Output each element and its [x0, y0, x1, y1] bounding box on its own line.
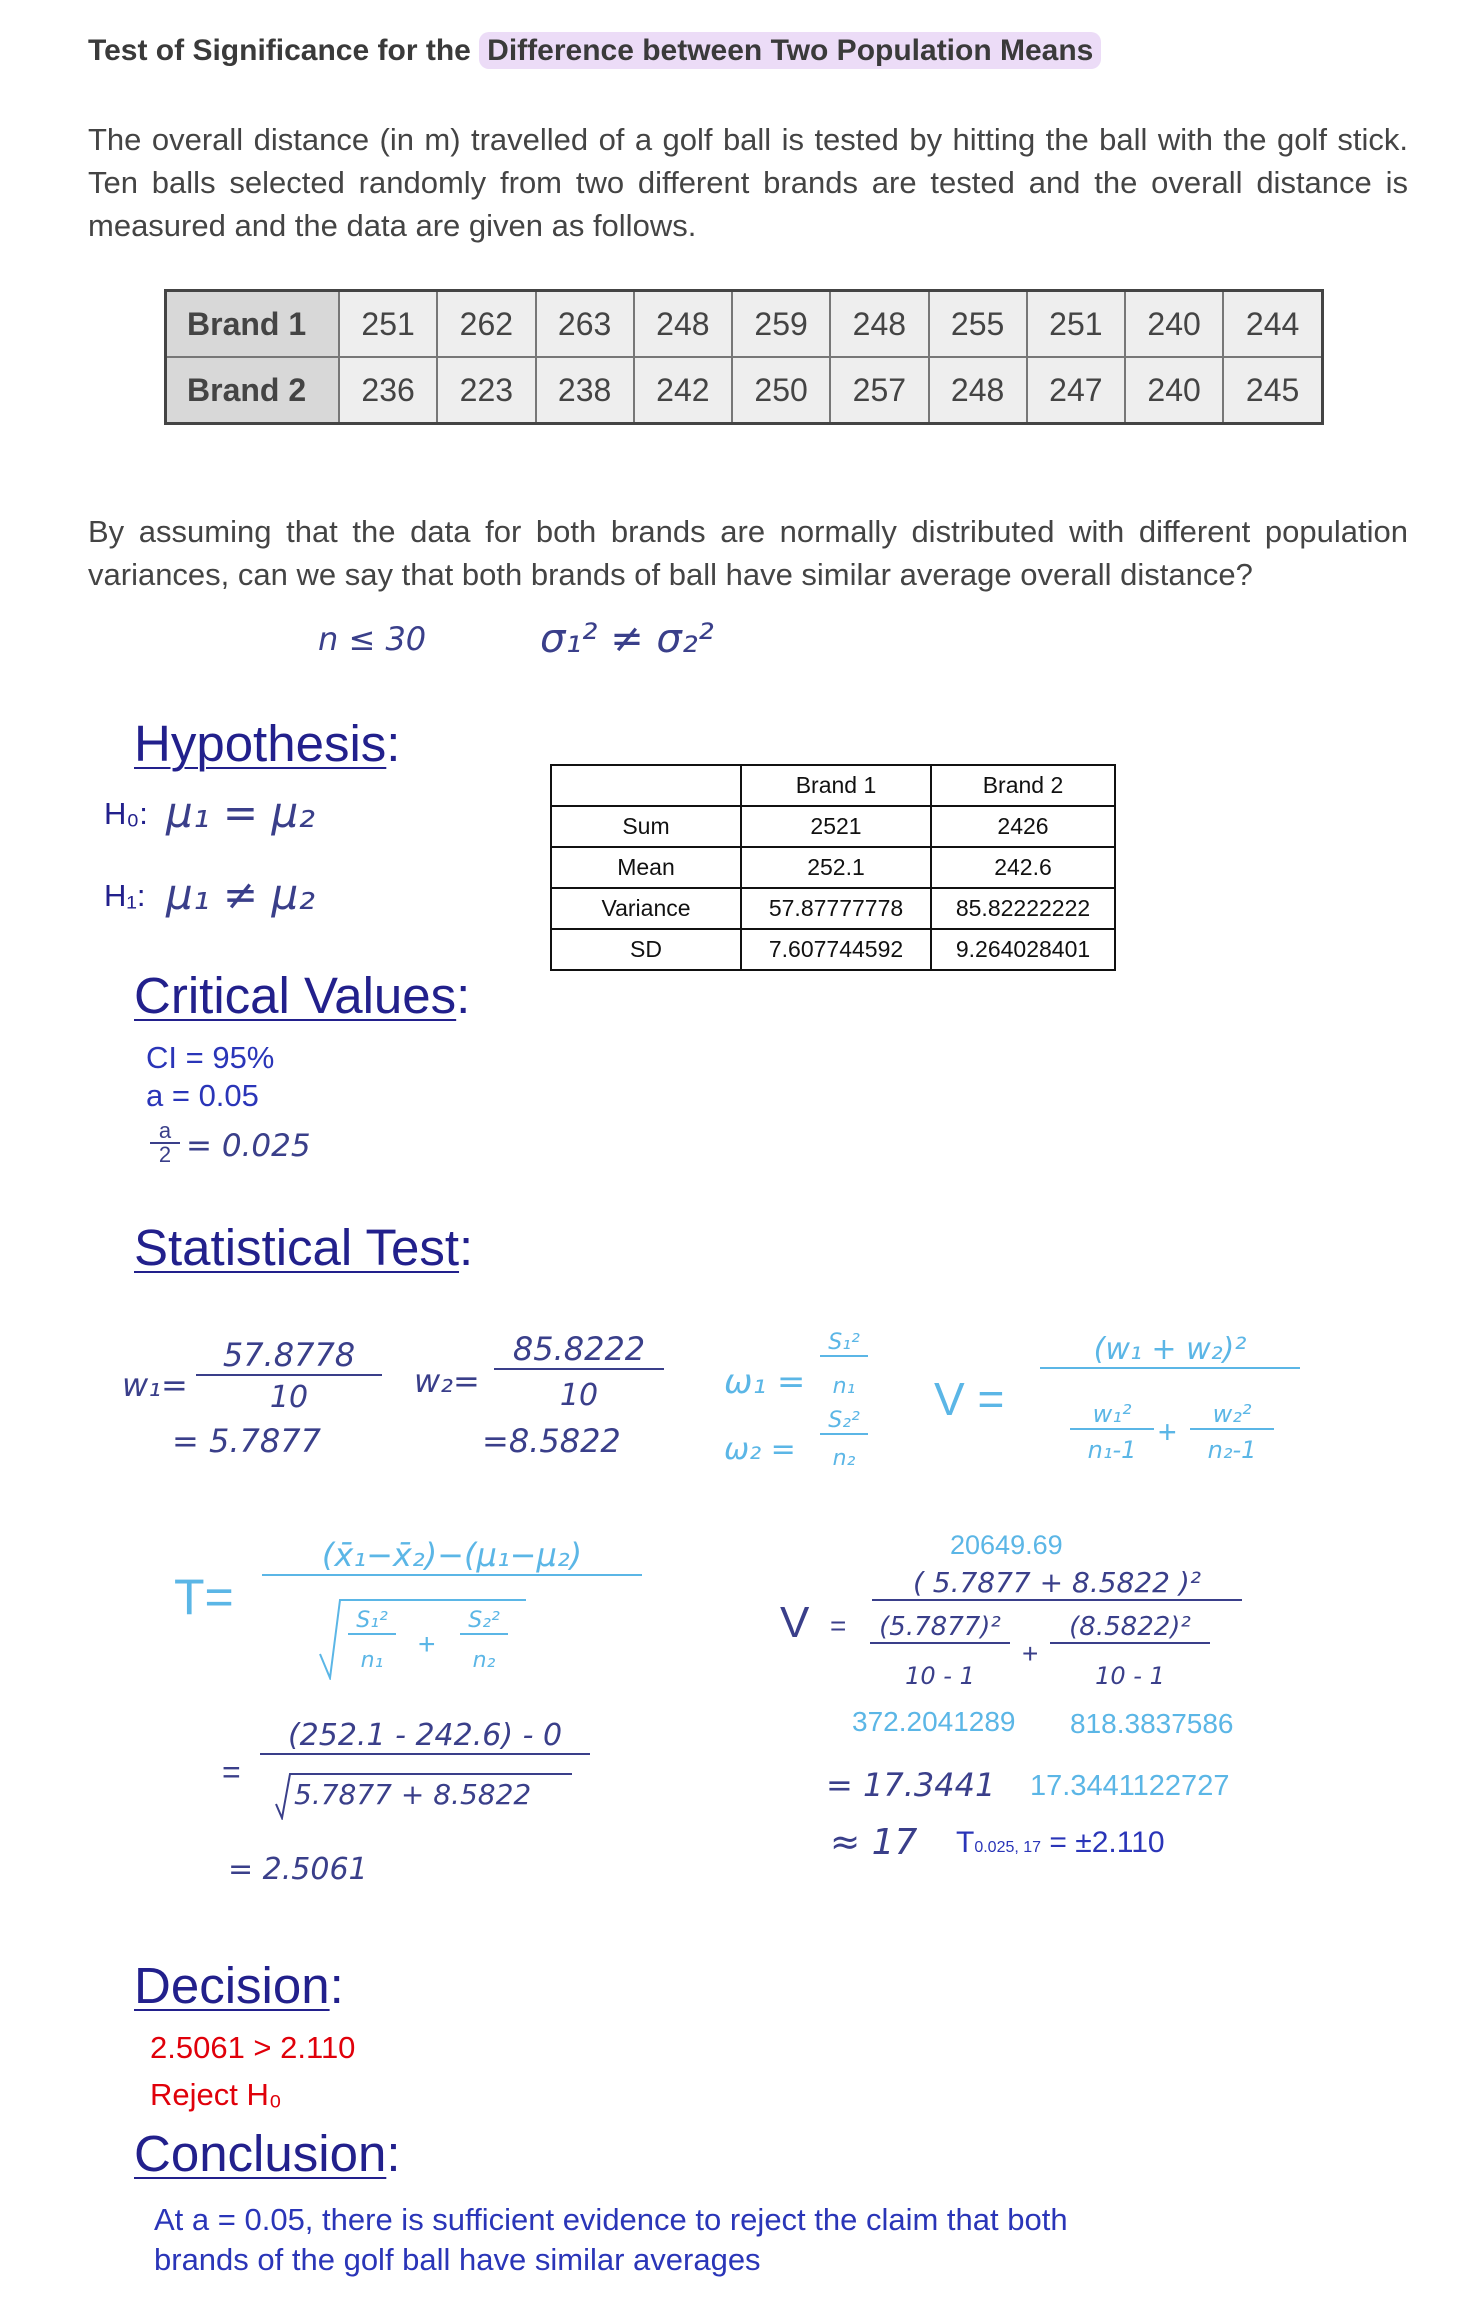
- page-title: [88, 34, 1101, 68]
- v-calc-d1-num: (5.7877)²: [870, 1612, 1010, 1644]
- table-cell: 236: [339, 357, 437, 424]
- v-calc-numerator: ( 5.7877 + 8.5822 )²: [872, 1566, 1242, 1601]
- table-cell: 247: [1027, 357, 1125, 424]
- sample-size-note: n ≤ 30: [318, 620, 427, 658]
- v-calc-d1-den: 10 - 1: [905, 1662, 975, 1690]
- table-cell: 85.82222222: [931, 888, 1115, 929]
- table-header: Brand 2: [931, 765, 1115, 806]
- decision-comparison: 2.5061 > 2.110: [150, 2030, 356, 2065]
- t-sub-numerator: (252.1 - 242.6) - 0: [260, 1718, 590, 1755]
- table-row: [166, 291, 1323, 358]
- conclusion-heading: Conclusion:: [134, 2125, 401, 2182]
- v-calc-plus: +: [1022, 1638, 1039, 1669]
- t-formula-plus: +: [418, 1628, 436, 1661]
- critical-values-heading: Critical Values:: [134, 967, 471, 1024]
- table-cell: 244: [1223, 291, 1322, 358]
- v-calc-value1: 372.2041289: [852, 1706, 1016, 1737]
- w1-numerator: 57.8778: [196, 1336, 382, 1376]
- brand-data-table: [164, 289, 1324, 425]
- statistical-test-heading: Statistical Test:: [134, 1219, 474, 1276]
- v-formula-den1-num: w₁²: [1070, 1400, 1154, 1430]
- v-calc-label: V: [780, 1598, 810, 1647]
- hypothesis-heading: Hypothesis:: [134, 715, 401, 772]
- w2-formula-label: ω₂ =: [724, 1432, 796, 1467]
- v-calc-top-value: 20649.69: [950, 1530, 1063, 1560]
- table-cell: 259: [732, 291, 830, 358]
- row-label: Brand 2: [166, 357, 340, 424]
- v-calc-d2-den: 10 - 1: [1095, 1662, 1165, 1690]
- table-cell: 7.607744592: [741, 929, 931, 970]
- v-formula-numerator: (w₁ + w₂)²: [1040, 1332, 1300, 1369]
- table-row: [551, 806, 1115, 847]
- table-row: [551, 929, 1115, 970]
- v-calc-d2-num: (8.5822)²: [1050, 1612, 1210, 1644]
- table-cell: 2426: [931, 806, 1115, 847]
- table-cell: SD: [551, 929, 741, 970]
- t-critical-value: [956, 1826, 1165, 1860]
- v-formula-den2-den: n₂-1: [1207, 1436, 1257, 1464]
- alpha-value: a = 0.05: [146, 1078, 259, 1113]
- v-formula-den1-den: n₁-1: [1087, 1436, 1137, 1464]
- h0-label: H₀:: [104, 796, 148, 831]
- h1-statement: μ₁ ≠ μ₂: [166, 870, 316, 919]
- table-cell: Sum: [551, 806, 741, 847]
- w1-formula-den: n₁: [832, 1374, 856, 1399]
- v-formula-label: V =: [934, 1373, 1005, 1425]
- v-approx: ≈ 17: [830, 1822, 918, 1863]
- decision-result: Reject H₀: [150, 2077, 282, 2112]
- alpha-half-value: = 0.025: [186, 1128, 311, 1164]
- table-cell: 245: [1223, 357, 1322, 424]
- t-statistic-result: = 2.5061: [228, 1852, 368, 1887]
- table-header: [551, 765, 741, 806]
- w2-label: w₂=: [414, 1362, 480, 1400]
- w2-formula-num: S₂²: [820, 1408, 868, 1435]
- t-formula-numerator: (x̄₁−x̄₂)−(μ₁−μ₂): [262, 1536, 642, 1576]
- v-calc-exact: 17.3441122727: [1030, 1770, 1230, 1802]
- table-cell: 255: [929, 291, 1027, 358]
- table-cell: 262: [437, 291, 535, 358]
- h1-label: H₁:: [104, 878, 146, 913]
- table-cell: 251: [339, 291, 437, 358]
- w1-formula-label: ω₁ =: [724, 1362, 806, 1402]
- w2-formula-den: n₂: [832, 1446, 856, 1471]
- title-highlight: Difference between Two Population Means: [479, 32, 1101, 69]
- table-cell: 240: [1125, 357, 1223, 424]
- table-cell: 2521: [741, 806, 931, 847]
- h0-statement: μ₁ = μ₂: [166, 788, 316, 837]
- table-cell: 223: [437, 357, 535, 424]
- row-label: Brand 1: [166, 291, 340, 358]
- t-formula-n2: n₂: [472, 1648, 496, 1673]
- v-calc-result: = 17.3441: [826, 1766, 996, 1804]
- v-calc-equals: =: [830, 1610, 847, 1641]
- table-row: [166, 357, 1323, 424]
- table-cell: 251: [1027, 291, 1125, 358]
- t-sub-equals: =: [222, 1754, 241, 1790]
- t-critical-number: = ±2.110: [1049, 1826, 1165, 1859]
- table-header: Brand 1: [741, 765, 931, 806]
- t-critical-symbol: T: [956, 1826, 975, 1859]
- w1-result: = 5.7877: [172, 1422, 321, 1460]
- v-calc-value2: 818.3837586: [1070, 1708, 1234, 1739]
- v-formula-den2-num: w₂²: [1190, 1400, 1274, 1430]
- table-cell: 257: [830, 357, 928, 424]
- table-cell: Variance: [551, 888, 741, 929]
- variance-note: σ₁² ≠ σ₂²: [540, 616, 714, 662]
- table-row: [551, 765, 1115, 806]
- t-sub-denominator: 5.7877 + 8.5822: [294, 1778, 532, 1811]
- summary-statistics-table: [550, 764, 1116, 971]
- w1-denominator: 10: [269, 1380, 309, 1415]
- table-row: [551, 847, 1115, 888]
- table-cell: 263: [536, 291, 634, 358]
- w1-label: w₁=: [122, 1366, 188, 1404]
- w2-result: =8.5822: [482, 1422, 621, 1460]
- table-cell: 252.1: [741, 847, 931, 888]
- decision-heading: Decision:: [134, 1957, 344, 2014]
- alpha-half-fraction: a 2: [150, 1120, 180, 1166]
- t-formula-n1: n₁: [360, 1648, 384, 1673]
- v-formula-plus: +: [1158, 1414, 1177, 1450]
- w2-numerator: 85.8222: [494, 1330, 664, 1370]
- intro-paragraph: The overall distance (in m) travelled of a golf ball is tested by hitting the ball with the golf stick. Ten balls selected randomly from two different brands are tested and the overall distance is measured and the data are given as follows.: [88, 122, 1408, 243]
- table-cell: 240: [1125, 291, 1223, 358]
- table-cell: 248: [634, 291, 732, 358]
- table-cell: Mean: [551, 847, 741, 888]
- w2-denominator: 10: [559, 1378, 599, 1413]
- t-formula-s2sq: S₂²: [460, 1608, 508, 1635]
- t-formula-label: T=: [174, 1569, 234, 1625]
- t-formula-s1sq: S₁²: [348, 1608, 396, 1635]
- table-cell: 57.87777778: [741, 888, 931, 929]
- table-cell: 248: [929, 357, 1027, 424]
- table-cell: 250: [732, 357, 830, 424]
- conclusion-line-1: At a = 0.05, there is sufficient evidence to reject the claim that both: [154, 2202, 1068, 2237]
- table-row: [551, 888, 1115, 929]
- title-prefix: Test of Significance for the: [88, 34, 480, 67]
- confidence-interval: CI = 95%: [146, 1040, 275, 1075]
- table-cell: 9.264028401: [931, 929, 1115, 970]
- table-cell: 242.6: [931, 847, 1115, 888]
- table-cell: 238: [536, 357, 634, 424]
- question-paragraph: By assuming that the data for both brands are normally distributed with different population variances, can we say that both brands of ball have similar average overall distance?: [88, 514, 1408, 592]
- table-cell: 242: [634, 357, 732, 424]
- w1-formula-num: S₁²: [820, 1330, 868, 1357]
- conclusion-line-2: brands of the golf ball have similar averages: [154, 2242, 761, 2277]
- t-critical-subscript: 0.025, 17: [974, 1839, 1042, 1856]
- table-cell: 248: [830, 291, 928, 358]
